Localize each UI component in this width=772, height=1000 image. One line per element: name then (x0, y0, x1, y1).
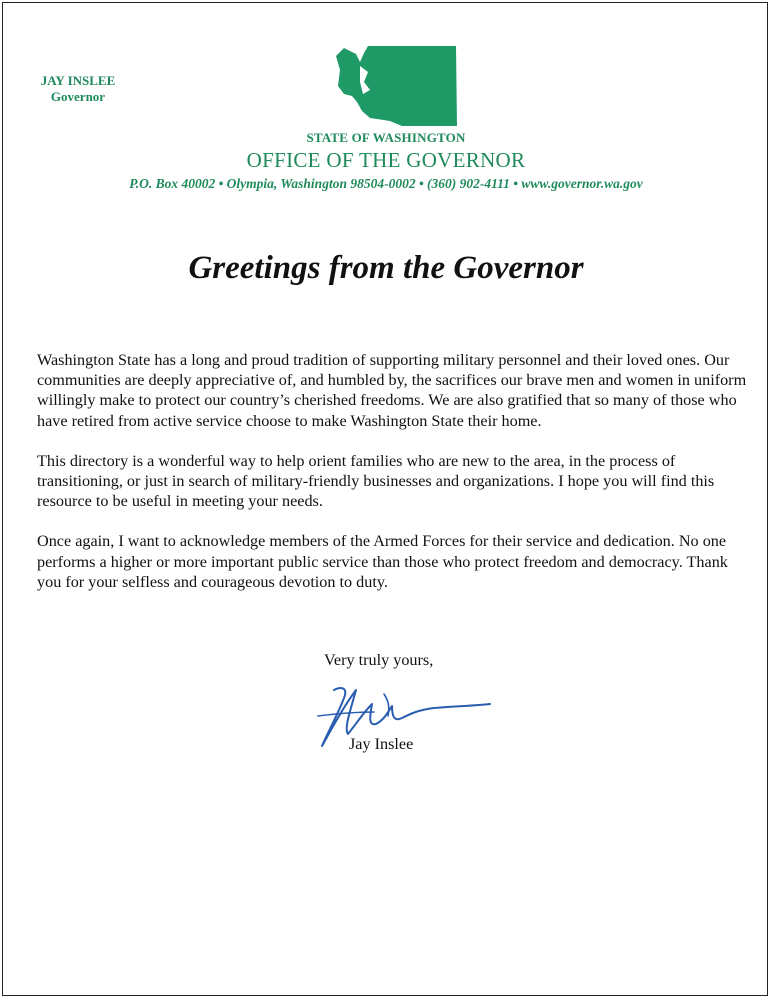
body-paragraph: Washington State has a long and proud tradition of supporting military personnel and their loved ones. Our communities are deeply appreciative of, and humbled by, the sacrifices our brave men and women in uniform willingly make to protect our country’s cherished freedoms. We are also gratified that so many of those who have retired from active service choose to make Washington State their home. (37, 351, 747, 430)
office-title: OFFICE OF THE GOVERNOR (246, 148, 526, 172)
washington-state-map-icon (330, 42, 460, 130)
letter-body (37, 350, 749, 612)
body-paragraph: Once again, I want to acknowledge members of the Armed Forces for their service and dedication. No one performs a higher or more important public service than those who protect freedom and democracy. Thank you for your selfless and courageous devotion to duty. (37, 532, 728, 591)
letter-heading: Greetings from the Governor (188, 250, 584, 286)
office-address: P.O. Box 40002 • Olympia, Washington 98504-0002 • (360) 902-4111 • www.governor.wa.gov (129, 176, 643, 191)
governor-block (32, 73, 124, 105)
governor-title: Governor (50, 89, 106, 104)
governor-name: JAY INSLEE (40, 73, 116, 88)
state-label: STATE OF WASHINGTON (306, 130, 466, 145)
valediction: Very truly yours, (324, 651, 434, 669)
signer-name: Jay Inslee (349, 735, 414, 753)
body-paragraph: This directory is a wonderful way to help orient families who are new to the area, in the process of transitioning, or just in search of military-friendly businesses and organizations. I hope you will find this resource to be useful in meeting your needs. (37, 451, 715, 511)
